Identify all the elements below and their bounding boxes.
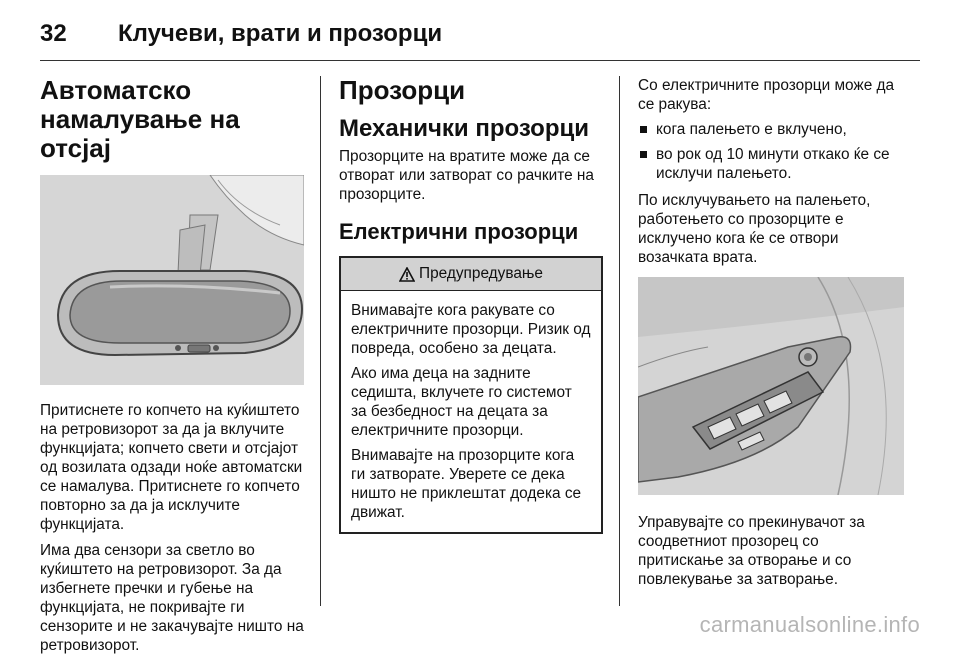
warning-paragraph-3: Внимавајте на прозорците кога ги затворате. Уверете се дека ништо не приклештат додека се движат. bbox=[351, 447, 582, 521]
chapter-title: Клучеви, врати и прозорци bbox=[118, 20, 443, 47]
subheading-manual-windows: Механички прозорци bbox=[339, 115, 589, 142]
rearview-mirror-image bbox=[40, 175, 304, 385]
paragraph-driver-door: По исклучувањето на палењето, работењето со прозорците е исклучено кога ќе се отвори возачката врата. bbox=[638, 192, 871, 266]
warning-triangle-icon bbox=[399, 267, 415, 282]
section-heading-windows: Прозорци bbox=[339, 75, 466, 105]
window-switch-illustration bbox=[638, 277, 904, 495]
paragraph-light-sensors: Има два сензори за светло во куќиштето на ретровизорот. За да избегнете пречки и губење на функцијата, не покривајте ги сензорите и не закачувајте ништо на ретровизорот. bbox=[40, 542, 304, 654]
bullet-square-icon bbox=[640, 126, 647, 133]
list-item bbox=[638, 145, 904, 183]
list-item-text: кога палењето е вклучено, bbox=[656, 121, 847, 138]
page-header bbox=[40, 14, 920, 54]
watermark-text: carmanualsonline.info bbox=[699, 612, 920, 637]
list-item-text: во рок од 10 минути откако ќе се исклучи палењето. bbox=[656, 146, 890, 182]
paragraph-operation-intro: Со електричните прозорци може да се ракува: bbox=[638, 77, 895, 113]
column-divider-1 bbox=[320, 76, 321, 606]
mirror-illustration bbox=[40, 175, 304, 385]
warning-title: Предупредување bbox=[419, 265, 543, 282]
column-3 bbox=[638, 76, 904, 589]
door-window-switches-image bbox=[638, 277, 904, 495]
column-1 bbox=[40, 76, 304, 655]
list-item bbox=[638, 120, 904, 139]
paragraph-switch-operation: Управувајте со прекинувачот за соодветниот прозорец со притискање за отворање и со повлекување за затворање. bbox=[638, 514, 865, 588]
subheading-electric-windows: Електрични прозорци bbox=[339, 219, 579, 244]
section-heading-auto-dimming: Автоматско намалување на отсјај bbox=[40, 75, 240, 163]
warning-paragraph-2: Ако има деца на задните седишта, вклучете го системот за безбедност на децата за електричните прозорци. bbox=[351, 365, 572, 439]
header-rule bbox=[40, 60, 920, 61]
bullet-square-icon bbox=[640, 151, 647, 158]
warning-body bbox=[341, 291, 601, 532]
warning-header bbox=[341, 258, 601, 291]
warning-paragraph-1: Внимавајте кога ракувате со електричните прозорци. Ризик од повреда, особено за децата. bbox=[351, 302, 591, 357]
paragraph-dimming-button: Притиснете го копчето на куќиштето на ретровизорот за да ја вклучите функцијата; копчето свети и отсјајот од возилата одзади ноќе автоматски се намалува. Притиснете го копчето повторно за да ја исклучите функцијата. bbox=[40, 402, 303, 533]
column-2 bbox=[339, 76, 603, 534]
operation-conditions-list bbox=[638, 120, 904, 183]
paragraph-manual-windows: Прозорците на вратите може да се отворат или затворат со рачките на прозорците. bbox=[339, 148, 594, 203]
column-divider-2 bbox=[619, 76, 620, 606]
warning-box bbox=[339, 256, 603, 534]
page-number: 32 bbox=[40, 20, 67, 47]
